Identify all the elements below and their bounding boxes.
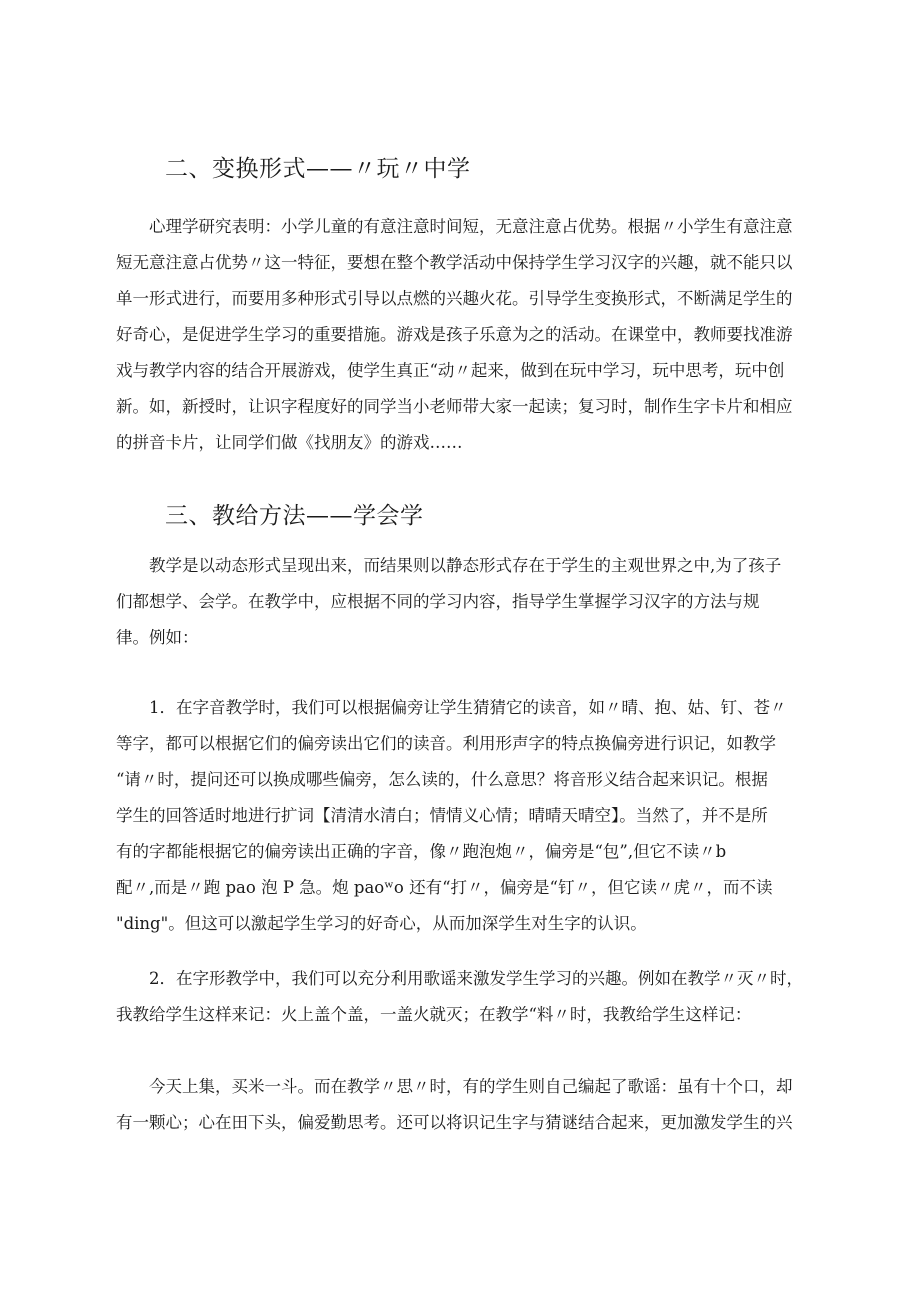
section-heading-3: 三、教给方法——学会学 (165, 503, 424, 529)
text-line: 有的字都能根据它的偏旁读出正确的字音，像〃跑泡炮〃，偏旁是“包”,但它不读〃b (116, 842, 727, 861)
text-line: 有一颗心；心在田下头，偏爱勤思考。还可以将识记生字与猜谜结合起来，更加激发学生的兴 (116, 1113, 793, 1132)
text-line: 等字，都可以根据它们的偏旁读出它们的读音。利用形声字的特点换偏旁进行识记，如教学 (116, 734, 776, 753)
text-line: 短无意注意占优势〃这一特征，要想在整个教学活动中保持学生学习汉字的兴趣，就不能只以 (116, 253, 793, 272)
text-line: 2．在字形教学中，我们可以充分利用歌谣来激发学生学习的兴趣。例如在教学〃灭〃时， (149, 969, 803, 988)
text-line: 教学是以动态形式呈现出来，而结果则以静态形式存在于学生的主观世界之中,为了孩子 (149, 556, 782, 575)
text-line: 配〃,而是〃跑 pao 泡 P 急。炮 paoʷo 还有“打〃，偏旁是“钉〃，但它读〃虎〃，而不读 (116, 878, 773, 897)
text-line: 们都想学、会学。在教学中，应根据不同的学习内容，指导学生掌握学习汉字的方法与规 (116, 592, 760, 611)
text-line: 的拼音卡片，让同学们做《找朋友》的游戏…… (116, 433, 463, 452)
section-3-intro-paragraph (116, 548, 816, 656)
section-heading-2: 二、变换形式——〃玩〃中学 (165, 156, 471, 182)
list-item-2-paragraph (116, 961, 816, 1033)
text-line: "ding"。但这可以激起学生学习的好奇心，从而加深学生对生字的认识。 (116, 914, 647, 933)
text-line: 今天上集，买米一斗。而在教学〃思〃时，有的学生则自己编起了歌谣：虽有十个口，却 (149, 1077, 793, 1096)
list-item-2-continuation-paragraph (116, 1069, 816, 1141)
text-line: 好奇心，是促进学生学习的重要措施。游戏是孩子乐意为之的活动。在课堂中，教师要找准游 (116, 325, 793, 344)
text-line: 新。如，新授时，让识字程度好的同学当小老师带大家一起读；复习时，制作生字卡片和相应 (116, 397, 793, 416)
text-line: 律。例如： (116, 628, 199, 647)
text-line: 单一形式进行，而要用多种形式引导以点燃的兴趣火花。引导学生变换形式，不断满足学生的 (116, 289, 793, 308)
text-line: 1．在字音教学时，我们可以根据偏旁让学生猜猜它的读音，如〃晴、抱、姑、钉、苍〃 (149, 698, 787, 717)
list-item-1-paragraph (116, 690, 816, 942)
section-2-paragraph (116, 209, 816, 461)
text-line: “请〃时，提问还可以换成哪些偏旁，怎么读的，什么意思？将音形义结合起来识记。根据 (116, 770, 768, 789)
text-line: 心理学研究表明：小学儿童的有意注意时间短，无意注意占优势。根据〃小学生有意注意 (149, 217, 793, 236)
text-line: 戏与教学内容的结合开展游戏，使学生真正“动〃起来，做到在玩中学习，玩中思考，玩中创 (116, 361, 785, 380)
text-line: 我教给学生这样来记：火上盖个盖，一盖火就灭；在教学“料〃时，我教给学生这样记： (116, 1005, 752, 1024)
text-line: 学生的回答适时地进行扩词【清清水清白；情情义心情；晴晴天晴空】。当然了，并不是所 (116, 806, 768, 825)
